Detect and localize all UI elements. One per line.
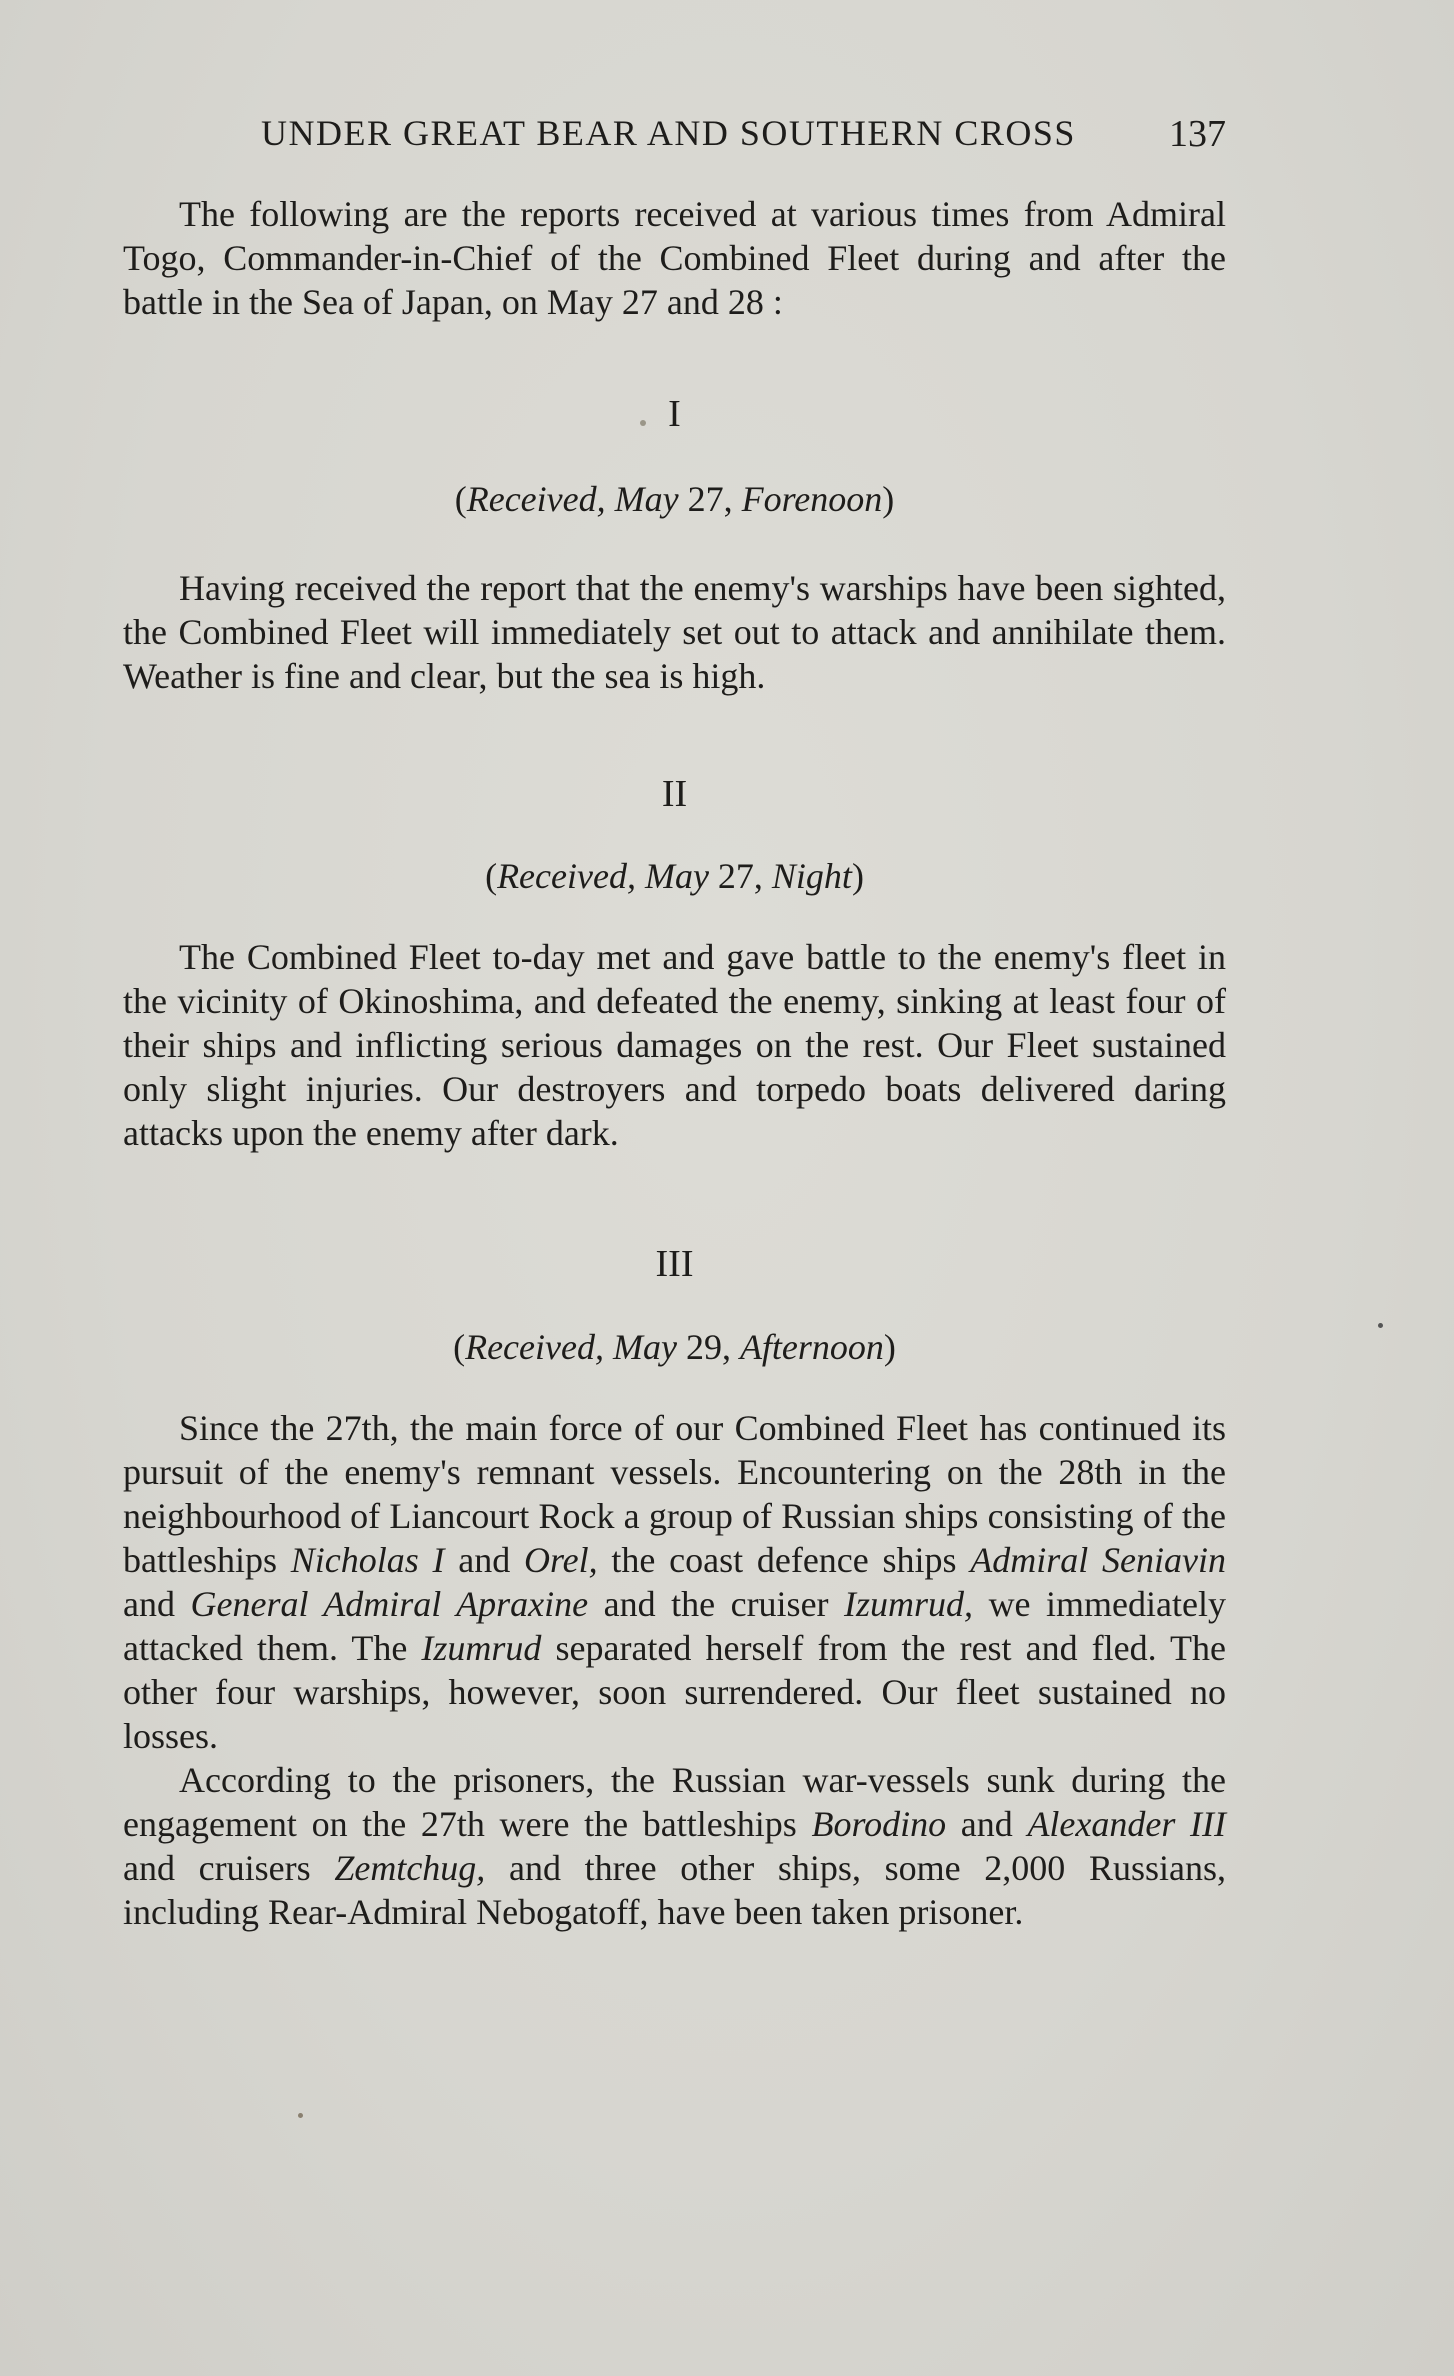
ship-name: Alexander III [1027,1804,1227,1844]
ship-name: Izumrud [421,1628,542,1668]
report-numeral: I [668,393,681,435]
report-3-body [123,1406,1226,1934]
ship-name: Zemtchug, [334,1848,486,1888]
report-paragraph: Having received the report that the enemy's warships have been sighted, the Combined Fleet will immediately set out to attack and annihilate them. Weather is fine and clear, but the sea is high. [123,568,1226,696]
paper-speck [298,2113,303,2118]
report-received-line: (Received, May 27, Night) [485,856,864,896]
intro-block [123,192,1226,324]
report-received-line: (Received, May 27, Forenoon) [454,479,895,519]
ship-name: Admiral Seniavin [970,1540,1227,1580]
running-title: UNDER GREAT BEAR AND SOUTHERN CROSS [261,113,1076,153]
report-numeral: II [661,773,688,815]
ship-name: Borodino [811,1804,947,1844]
page-number: 137 [1169,113,1226,155]
report-numeral: III [655,1243,694,1285]
paper-speck [640,420,646,426]
intro-paragraph: The following are the reports received at various times from Admiral Togo, Commander-in-Chief of the Combined Fleet during and after the battle in the Sea of Japan, on May 27 and 28 : [123,194,1226,322]
report-received-line: (Received, May 29, Afternoon) [453,1327,896,1367]
ship-name: General Admiral Apraxine [190,1584,589,1624]
ship-name: Izumrud, [844,1584,974,1624]
report-2-body [123,935,1226,1155]
report-paragraph: The Combined Fleet to-day met and gave battle to the enemy's fleet in the vicinity of Okinoshima, and defeated the enemy, sinking at least four of their ships and inflicting serious damages on the rest. Our Fleet sustained only slight injuries. Our destroyers and torpedo boats delivered daring attacks upon the enemy after dark. [123,937,1226,1153]
page-header [123,112,1226,172]
ship-name: Nicholas I [290,1540,445,1580]
report-1-body [123,566,1226,698]
paper-speck [1378,1323,1383,1328]
report-paragraph: Since the 27th, the main force of our Combined Fleet has continued its pursuit of the enemy's remnant vessels. Encountering on the 28th in the neighbourhood of Liancourt Rock a group of Russian ships consisting of the battleships Nicholas I and Orel, the coast defence ships Admiral Seniavin and General Admiral Apraxine and the cruiser Izumrud, we immediately attacked them. The Izumrud separated herself from the rest and fled. The other four warships, however, soon surrendered. Our fleet sustained no losses. [123,1408,1227,1756]
report-paragraph: According to the prisoners, the Russian war-vessels sunk during the engagement on the 27th were the battleships Borodino and Alexander III and cruisers Zemtchug, and three other ships, some 2,000 Russians, including Rear-Admiral Nebogatoff, have been taken prisoner. [123,1760,1227,1932]
ship-name: Orel, [524,1540,598,1580]
